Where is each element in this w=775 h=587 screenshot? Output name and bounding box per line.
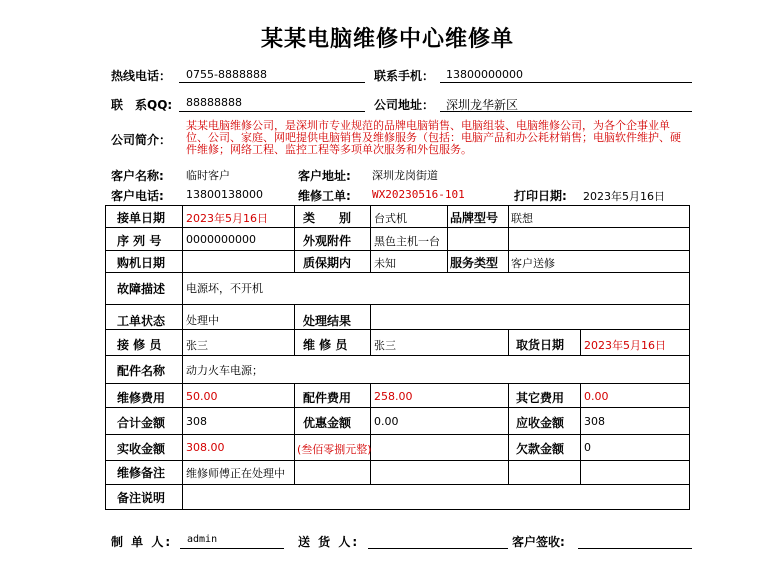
customer-name-value: 临时客户 <box>186 169 230 182</box>
page-title: 某某电脑维修中心维修单 <box>260 27 514 52</box>
discount-value: 0.00 <box>374 415 399 428</box>
status-value: 处理中 <box>186 314 219 327</box>
hotline-underline <box>179 82 365 83</box>
appearance-label: 外观附件 <box>303 234 352 248</box>
category-label: 类 别 <box>303 211 352 225</box>
total-label: 合计金额 <box>117 416 166 430</box>
intro-label: 公司简介： <box>111 133 172 147</box>
qq-value: 88888888 <box>186 96 242 109</box>
category-value: 台式机 <box>374 212 407 225</box>
purchase-date-label: 购机日期 <box>117 256 166 270</box>
owed-label: 欠款金额 <box>516 442 565 456</box>
mobile-value: 13800000000 <box>446 68 523 81</box>
company-intro: 某某电脑维修公司，是深圳市专业规范的品牌电脑销售、电脑组装、电脑维修公司，为各个企事业单位、公司、家庭、网吧提供电脑销售及维修服务（包括：电脑产品和办公耗材销售；电脑软件维护、硬件维修；网络工程、监控工程等多项单次服务和外包服务。 <box>186 119 681 156</box>
serial-value: 0000000000 <box>186 233 256 246</box>
customer-phone-value: 13800138000 <box>186 188 263 201</box>
qq-underline <box>179 111 365 112</box>
fault-label: 故障描述 <box>117 282 166 296</box>
brand-value: 联想 <box>511 212 533 225</box>
paid-value: 308.00 <box>186 441 225 454</box>
mobile-underline <box>440 82 692 83</box>
qq-label: 联 系QQ: <box>111 98 173 112</box>
repairer-value: 张三 <box>374 339 396 352</box>
fault-value: 电源坏，不开机 <box>186 282 263 295</box>
address-value: 深圳龙华新区 <box>446 98 519 112</box>
pickup-date-label: 取货日期 <box>516 338 565 352</box>
order-no-value: WX20230516-101 <box>372 188 465 201</box>
paid-label: 实收金额 <box>117 442 166 456</box>
warranty-value: 未知 <box>374 257 396 270</box>
maker-underline <box>180 548 284 549</box>
maker-label: 制 单 人: <box>111 535 173 549</box>
print-date-value: 2023年5月16日 <box>583 190 665 203</box>
paid-in-words: (叁佰零捌元整) <box>297 443 372 456</box>
repair-note-label: 维修备注 <box>117 466 166 480</box>
hotline-value: 0755-8888888 <box>186 68 267 81</box>
customer-phone-label: 客户电话: <box>111 189 164 203</box>
result-label: 处理结果 <box>303 314 352 328</box>
receive-date-value: 2023年5月16日 <box>186 212 268 225</box>
repair-fee-value: 50.00 <box>186 390 218 403</box>
appearance-value: 黑色主机一台 <box>374 235 440 248</box>
warranty-label: 质保期内 <box>303 256 352 270</box>
remark-label: 备注说明 <box>117 491 166 505</box>
repair-note-value: 维修师傅正在处理中 <box>186 467 285 480</box>
service-type-value: 客户送修 <box>511 257 555 270</box>
order-no-label: 维修工单: <box>298 189 351 203</box>
address-underline <box>440 111 692 112</box>
maker-value: admin <box>187 534 218 545</box>
sign-underline <box>578 548 692 549</box>
mobile-label: 联系手机： <box>374 69 435 83</box>
parts-label: 配件名称 <box>117 364 166 378</box>
customer-name-label: 客户名称: <box>111 169 164 183</box>
status-label: 工单状态 <box>117 314 166 328</box>
customer-address-label: 客户地址: <box>298 169 351 183</box>
deliverer-underline <box>368 548 508 549</box>
parts-fee-value: 258.00 <box>374 390 413 403</box>
receivable-value: 308 <box>584 415 605 428</box>
hotline-label: 热线电话： <box>111 69 172 83</box>
other-fee-value: 0.00 <box>584 390 609 403</box>
customer-address-value: 深圳龙岗街道 <box>372 169 438 182</box>
parts-fee-label: 配件费用 <box>303 391 352 405</box>
brand-label: 品牌型号 <box>450 211 499 225</box>
print-date-label: 打印日期: <box>514 189 567 203</box>
repair-table <box>105 205 690 510</box>
parts-value: 动力火车电源； <box>186 364 263 377</box>
repairer-label: 维 修 员 <box>303 338 348 352</box>
receive-date-label: 接单日期 <box>117 211 166 225</box>
receiver-value: 张三 <box>186 339 208 352</box>
service-type-label: 服务类型 <box>450 256 499 270</box>
sign-label: 客户签收: <box>512 535 565 549</box>
serial-label: 序 列 号 <box>117 234 162 248</box>
deliverer-label: 送 货 人: <box>298 535 360 549</box>
other-fee-label: 其它费用 <box>516 391 565 405</box>
total-value: 308 <box>186 415 207 428</box>
receivable-label: 应收金额 <box>516 416 565 430</box>
discount-label: 优惠金额 <box>303 416 352 430</box>
address-label: 公司地址： <box>374 98 435 112</box>
receiver-label: 接 修 员 <box>117 338 162 352</box>
pickup-date-value: 2023年5月16日 <box>584 339 666 352</box>
owed-value: 0 <box>584 441 591 454</box>
repair-fee-label: 维修费用 <box>117 391 166 405</box>
